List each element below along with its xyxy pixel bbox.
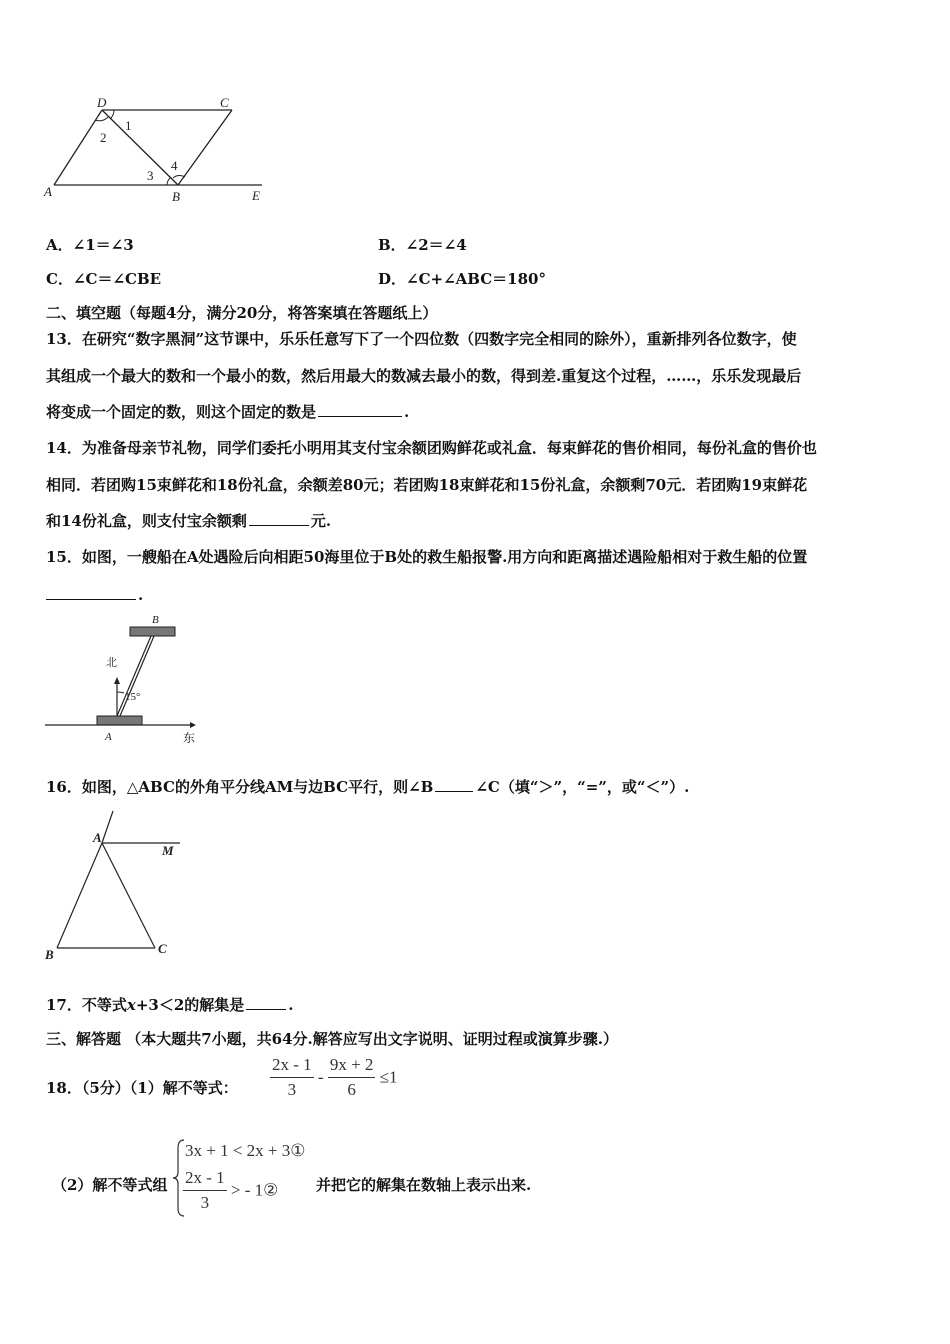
label-north: 北 (106, 656, 117, 669)
q15-period: . (138, 586, 144, 604)
label-m: M (162, 843, 174, 858)
fraction-1-denominator: 3 (287, 1080, 297, 1099)
fraction-2 (328, 1055, 376, 1100)
line-ab-2 (120, 636, 154, 716)
option-b: B．∠2＝∠4 (378, 236, 467, 254)
q17-period: . (288, 996, 294, 1014)
section-heading-2: 二、填空题（每题4分，满分20分，将答案填在答题纸上） (46, 304, 438, 322)
figure-triangle (40, 805, 190, 965)
q15-line-2 (46, 588, 143, 603)
q13-line-2: 其组成一个最大的数和一个最小的数，然后用最大的数减去最小的数，得到差.重复这个过程，……，乐乐发现最后 (46, 367, 802, 385)
label-b: B (45, 947, 54, 962)
figure-bearing (40, 612, 220, 747)
figure-parallelogram (40, 92, 280, 210)
line-DB (102, 110, 178, 185)
q16-text-a: 16．如图，△ABC的外角平分线AM与边BC平行，则∠B (46, 778, 434, 796)
q17-line (46, 998, 294, 1013)
fraction-1-numerator: 2x - 1 (270, 1055, 314, 1078)
q13-line-1: 13．在研究“数字黑洞”这节课中，乐乐任意写下了一个四位数（四数字完全相同的除外），重新排列各位数字，使 (46, 330, 797, 348)
label-C: C (220, 95, 229, 110)
fraction-3 (183, 1168, 227, 1213)
label-D: D (97, 95, 107, 110)
q14-unit: 元. (310, 512, 332, 530)
fraction-2-numerator: 9x + 2 (328, 1055, 376, 1078)
label-E: E (252, 188, 260, 203)
label-c: C (158, 941, 167, 956)
q14-line-3 (46, 514, 331, 529)
angle-arc-B (167, 177, 171, 185)
q14-line-1: 14．为准备母亲节礼物，同学们委托小明用其支付宝余额团购鲜花或礼盒．每束鲜花的售价相同，每份礼盒的售价也 (46, 439, 817, 457)
angle-label-4: 4 (171, 158, 178, 173)
minus-sign: - (317, 1067, 324, 1087)
q17-var: x (126, 996, 136, 1014)
fraction-3-numerator: 2x - 1 (183, 1168, 227, 1191)
q17-answer-blank[interactable] (246, 1008, 286, 1010)
q14-text: 和14份礼盒，则支付宝余额剩 (46, 512, 247, 530)
extension-ba (102, 811, 113, 843)
ship-b (130, 627, 175, 636)
system-inequality-1: 3x + 1 < 2x + 3① (185, 1141, 306, 1160)
label-a: A (105, 731, 112, 743)
le-one: ≤1 (379, 1067, 398, 1087)
q17-text-a: 17．不等式 (46, 996, 127, 1014)
angle-arc-15 (117, 692, 124, 693)
angle-label-1: 1 (125, 118, 132, 133)
q18-label: 18．（5分）（1）解不等式： (46, 1079, 238, 1097)
q16-line (46, 780, 689, 795)
line-BC (178, 110, 232, 185)
label-angle: 15° (125, 691, 141, 703)
label-a: A (93, 830, 102, 845)
q18-part2-label: （2）解不等式组 (52, 1176, 168, 1194)
label-A: A (44, 184, 52, 199)
line-ab (117, 636, 151, 716)
q16-answer-blank[interactable] (435, 790, 473, 792)
q17-text-b: +3＜2的解集是 (135, 996, 245, 1014)
q18-tail: 并把它的解集在数轴上表示出来. (316, 1176, 532, 1194)
q14-line-2: 相同．若团购15束鲜花和18份礼盒，余额差80元；若团购18束鲜花和15份礼盒，余额剩70元．若团购19束鲜花 (46, 476, 808, 494)
ineq2-tail: > - 1② (230, 1180, 279, 1200)
q16-text-b: ∠C（填“＞”，“=”，或“＜”）. (475, 778, 690, 796)
q18-inequality-1 (270, 1055, 398, 1100)
section-heading-3: 三、解答题 （本大题共7小题，共64分.解答应写出文字说明、证明过程或演算步骤.） (46, 1030, 618, 1048)
side-ac (102, 843, 155, 948)
q13-text: 将变成一个固定的数，则这个固定的数是 (46, 403, 317, 421)
system-inequality-2 (183, 1168, 278, 1213)
fraction-3-denominator: 3 (200, 1193, 210, 1212)
angle-label-3: 3 (147, 168, 154, 183)
side-ab (57, 843, 102, 948)
angle-label-2: 2 (100, 130, 107, 145)
option-a: A．∠1＝∠3 (46, 236, 134, 254)
north-arrow (114, 677, 120, 684)
q15-line-1: 15．如图，一艘船在A处遇险后向相距50海里位于B处的救生船报警.用方向和距离描述遇险船相对于救生船的位置 (46, 548, 808, 566)
fraction-1 (270, 1055, 314, 1100)
east-arrow (190, 722, 196, 728)
q15-answer-blank[interactable] (46, 598, 136, 600)
q14-answer-blank[interactable] (249, 524, 309, 526)
line-AD (54, 110, 102, 185)
q13-answer-blank[interactable] (318, 415, 402, 417)
fraction-2-denominator: 6 (347, 1080, 356, 1099)
label-east: 东 (183, 731, 196, 745)
option-c: C．∠C＝∠CBE (46, 270, 162, 288)
label-b: B (152, 614, 159, 626)
option-d: D．∠C+∠ABC＝180° (378, 270, 546, 288)
label-B: B (172, 189, 180, 204)
q13-line-3 (46, 405, 409, 420)
q13-period: . (404, 403, 410, 421)
ship-a (97, 716, 142, 725)
